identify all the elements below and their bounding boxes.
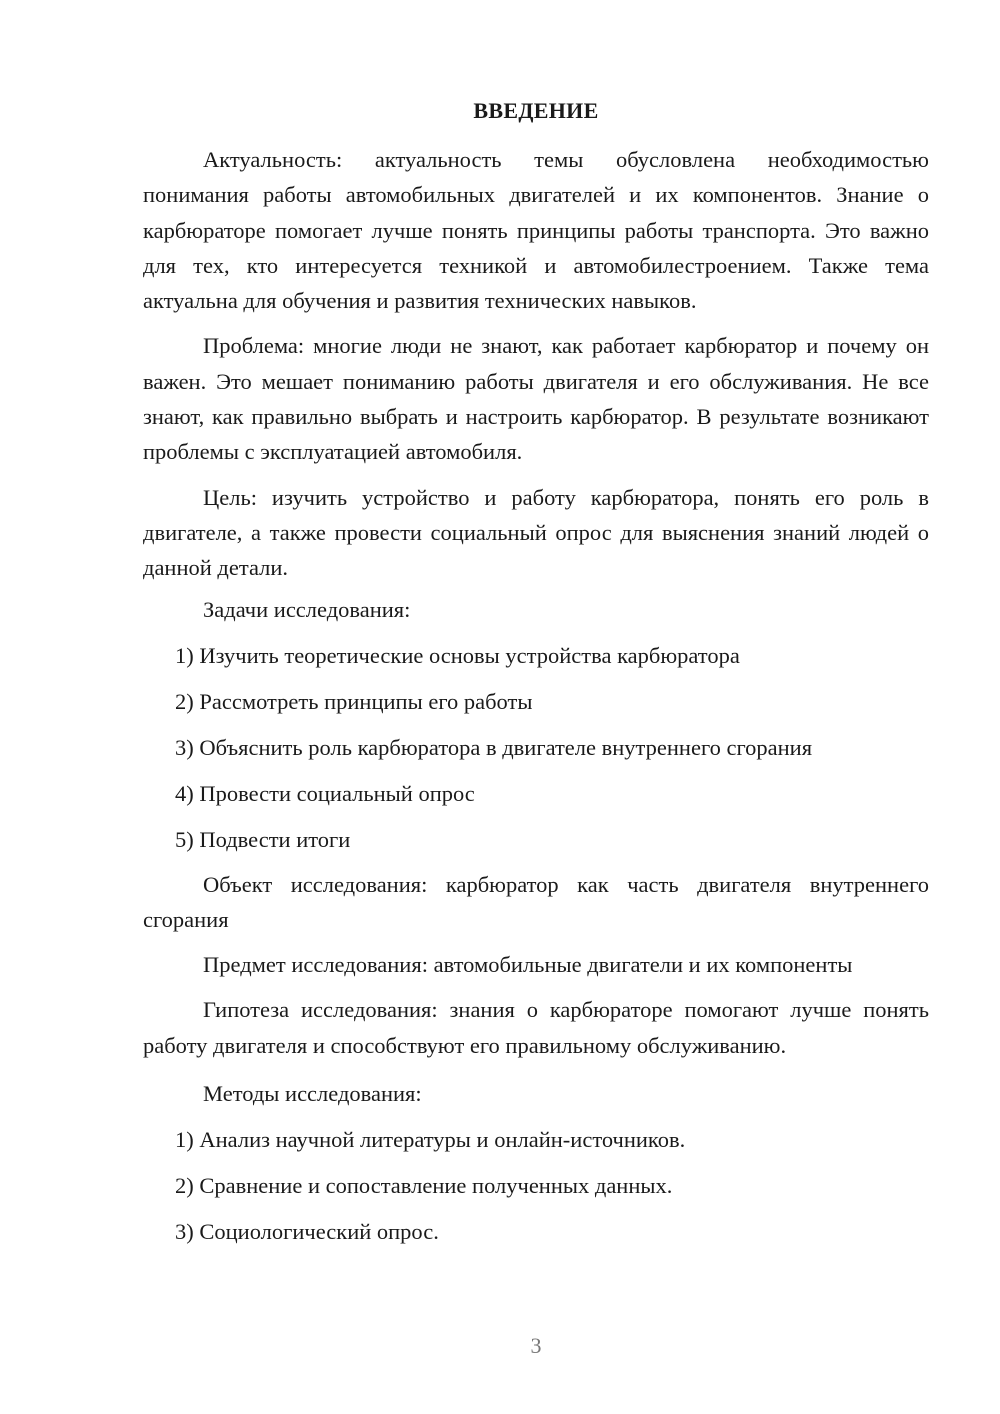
task-item-4: 4) Провести социальный опрос <box>175 780 475 806</box>
task-item-5: 5) Подвести итоги <box>175 826 351 852</box>
method-item-1: 1) Анализ научной литературы и онлайн-источников. <box>175 1127 686 1153</box>
paragraph-relevance: Актуальность: актуальность темы обусловлена необходимостью понимания работы автомобильных двигателей и их компонентов. Знание о карбюраторе помогает лучше понять принципы работы транспорта. Это важно для тех, кто интересуется техникой и автомобилестроением. Также тема актуальна для обучения и развития технических навыков. <box>143 147 929 314</box>
tasks-section <box>143 587 929 863</box>
task-item-1: 1) Изучить теоретические основы устройства карбюратора <box>175 642 740 668</box>
method-item-3: 3) Социологический опрос. <box>175 1219 439 1245</box>
paragraph-goal: Цель: изучить устройство и работу карбюратора, понять его роль в двигателе, а также провести социальный опрос для выяснения знаний людей о данной детали. <box>143 484 929 581</box>
method-item-2: 2) Сравнение и сопоставление полученных данных. <box>175 1173 673 1199</box>
methods-section <box>143 1071 929 1255</box>
document-body <box>143 142 929 1255</box>
paragraph-subject: Предмет исследования: автомобильные двигатели и их компоненты <box>203 952 853 978</box>
methods-heading: Методы исследования: <box>203 1081 422 1107</box>
paragraph-object: Объект исследования: карбюратор как часть двигателя внутреннего сгорания <box>143 871 929 932</box>
tasks-heading: Задачи исследования: <box>203 596 411 622</box>
paragraph-hypothesis: Гипотеза исследования: знания о карбюраторе помогают лучше понять работу двигателя и способствуют его правильному обслуживанию. <box>143 997 929 1058</box>
page-title: ВВЕДЕНИЕ <box>473 98 599 123</box>
paragraph-problem: Проблема: многие люди не знают, как работает карбюратор и почему он важен. Это мешает пониманию работы двигателя и его обслуживания. Не все знают, как правильно выбрать и настроить карбюратор. В результате возникают проблемы с эксплуатацией автомобиля. <box>143 333 929 465</box>
task-item-3: 3) Объяснить роль карбюратора в двигателе внутреннего сгорания <box>175 734 813 760</box>
task-item-2: 2) Рассмотреть принципы его работы <box>175 688 533 714</box>
page-number: 3 <box>530 1333 542 1358</box>
